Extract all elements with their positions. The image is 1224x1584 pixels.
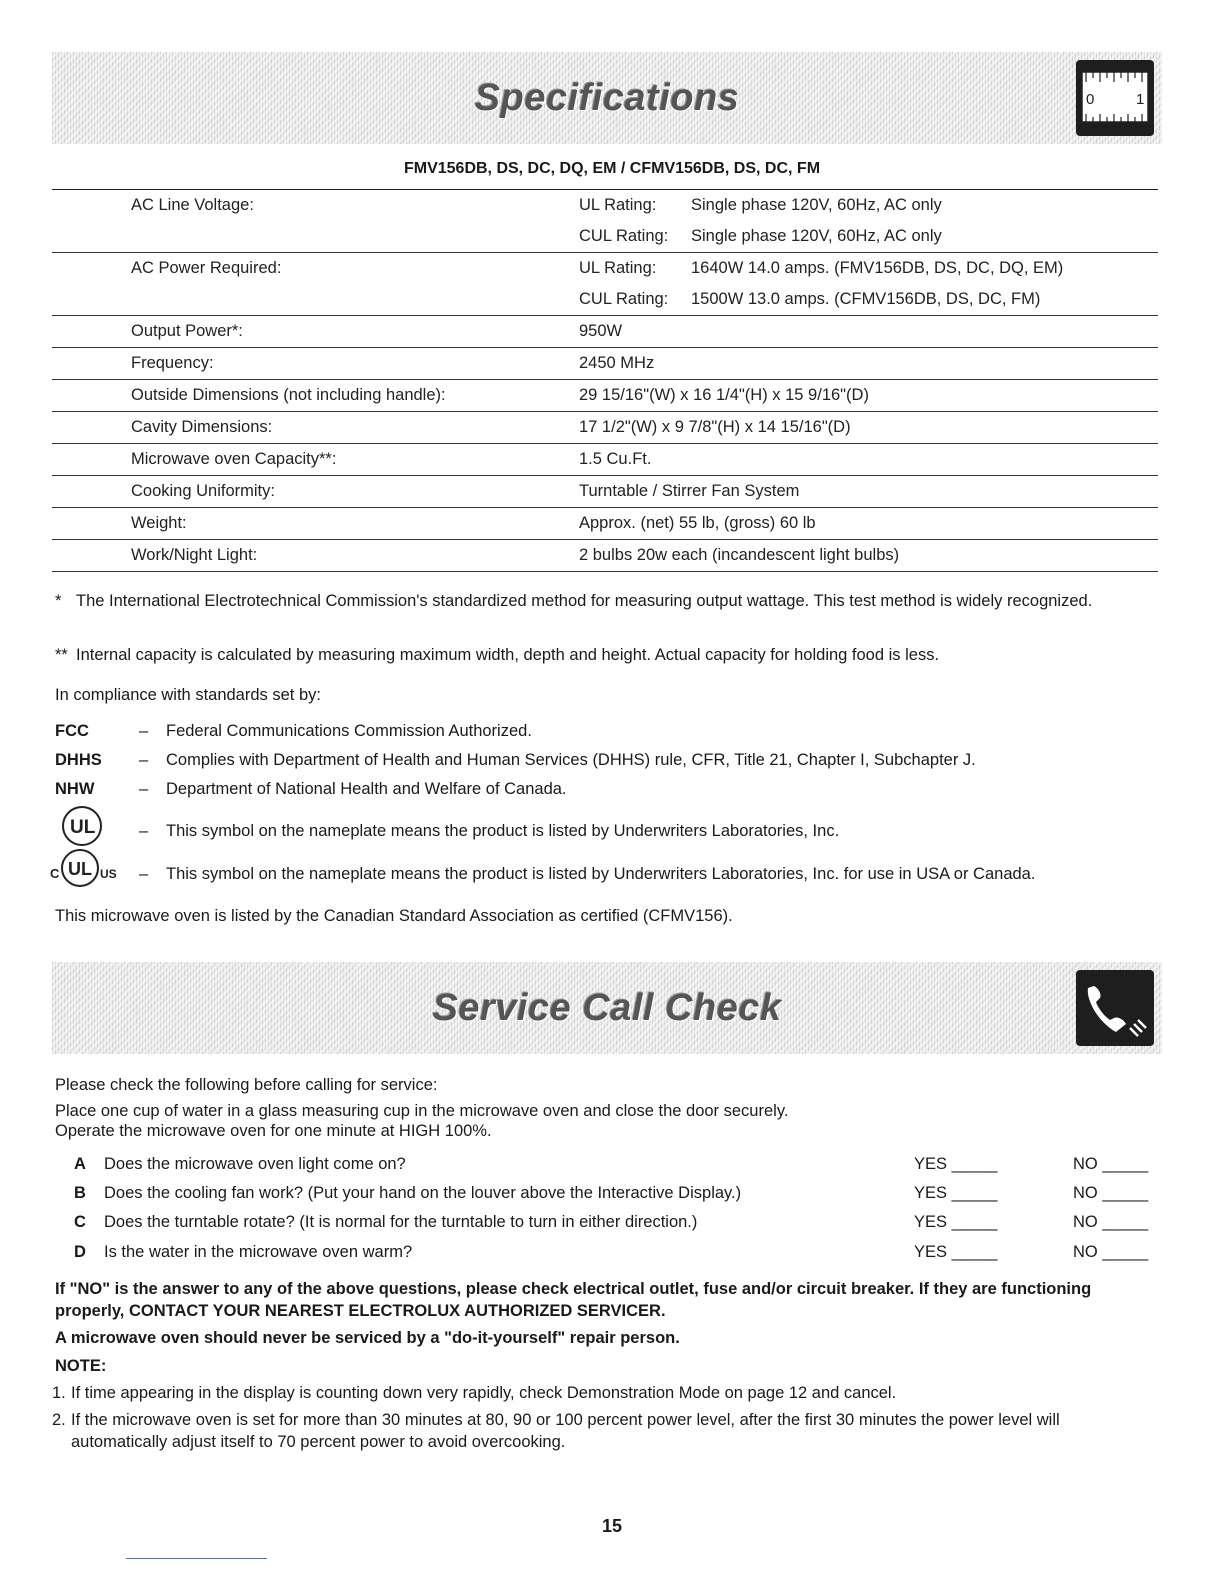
spec-row	[52, 253, 1158, 285]
spec-sub-label: UL Rating:	[579, 190, 691, 222]
footnote-text: The International Electrotechnical Commission's standardized method for measuring output wattage. This test method is widely recognized.	[76, 592, 1093, 610]
spec-row	[52, 221, 1158, 253]
standard-abbr: NHW	[55, 780, 95, 798]
meter-label-zero: 0	[1086, 91, 1095, 108]
spec-row	[52, 380, 1158, 412]
standard-text: Department of National Health and Welfare of Canada.	[166, 780, 567, 798]
footnote-1	[55, 590, 1115, 612]
footer-divider	[126, 1558, 267, 1559]
question-text: Does the turntable rotate? (It is normal for the turntable to turn in either direction.)	[104, 1213, 698, 1231]
spec-label: Frequency:	[52, 348, 579, 380]
spec-value: Approx. (net) 55 lb, (gross) 60 lb	[579, 508, 1158, 540]
svg-text:UL: UL	[70, 817, 96, 838]
service-banner	[52, 962, 1162, 1054]
standard-abbr: FCC	[55, 722, 89, 740]
phone-icon	[1076, 970, 1154, 1046]
spec-label: Cavity Dimensions:	[52, 412, 579, 444]
meter-icon	[1076, 60, 1154, 136]
standard-text: Federal Communications Commission Authorized.	[166, 722, 532, 740]
question-text: Does the microwave oven light come on?	[104, 1155, 406, 1173]
spec-row	[52, 412, 1158, 444]
spec-value: Turntable / Stirrer Fan System	[579, 476, 1158, 508]
question-letter: B	[74, 1184, 86, 1202]
footnote-mark: **	[55, 646, 68, 664]
model-line: FMV156DB, DS, DC, DQ, EM / CFMV156DB, DS, DC, FM	[403, 160, 821, 177]
spec-row	[52, 508, 1158, 540]
spec-value: 950W	[579, 316, 1158, 348]
yes-blank: YES _____	[914, 1213, 998, 1231]
question-letter: C	[74, 1213, 86, 1231]
spec-value: 17 1/2"(W) x 9 7/8"(H) x 14 15/16"(D)	[579, 412, 1158, 444]
spec-row	[52, 444, 1158, 476]
no-blank: NO _____	[1073, 1213, 1149, 1231]
diy-warning: A microwave oven should never be serviced by a "do-it-yourself" repair person.	[55, 1329, 680, 1347]
spec-row	[52, 190, 1158, 222]
yes-blank: YES _____	[914, 1184, 998, 1202]
meter-label-one: 1	[1136, 91, 1145, 108]
spec-row	[52, 540, 1158, 572]
question-text: Does the cooling fan work? (Put your hand on the louver above the Interactive Display.)	[104, 1184, 742, 1202]
spec-label: Outside Dimensions (not including handle):	[52, 380, 579, 412]
spec-row	[52, 316, 1158, 348]
standard-dash: –	[139, 751, 149, 769]
no-blank: NO _____	[1073, 1184, 1149, 1202]
spec-row	[52, 284, 1158, 316]
service-title: Service Call Check	[432, 986, 782, 1029]
spec-label: Weight:	[52, 508, 579, 540]
service-intro-2: Place one cup of water in a glass measuring cup in the microwave oven and close the door securely.	[55, 1102, 789, 1120]
question-row	[74, 1213, 1164, 1239]
spec-label: Cooking Uniformity:	[52, 476, 579, 508]
svg-text:UL: UL	[68, 859, 92, 879]
spec-label: Microwave oven Capacity**:	[52, 444, 579, 476]
spec-row	[52, 348, 1158, 380]
standard-abbr: DHHS	[55, 751, 102, 769]
spec-table	[52, 189, 1158, 572]
spec-sub-label: CUL Rating:	[579, 221, 691, 253]
spec-row	[52, 476, 1158, 508]
note-item	[52, 1409, 1152, 1453]
page-number: 15	[601, 1516, 623, 1536]
culus-logo	[50, 846, 122, 895]
note-item	[52, 1382, 1152, 1404]
svg-text:US: US	[100, 867, 117, 881]
spec-value: 1500W 13.0 amps. (CFMV156DB, DS, DC, FM)	[691, 284, 1158, 316]
compliance-intro: In compliance with standards set by:	[55, 686, 321, 704]
yes-blank: YES _____	[914, 1155, 998, 1173]
spec-value: 1.5 Cu.Ft.	[579, 444, 1158, 476]
specifications-banner	[52, 52, 1162, 144]
yes-blank: YES _____	[914, 1243, 998, 1261]
standard-dash: –	[139, 822, 149, 840]
spec-value: Single phase 120V, 60Hz, AC only	[691, 190, 1158, 222]
note-number: 2.	[52, 1411, 66, 1429]
service-intro-1: Please check the following before calling for service:	[55, 1076, 438, 1094]
service-intro-3: Operate the microwave oven for one minute at HIGH 100%.	[55, 1122, 492, 1140]
footnote-mark: *	[55, 592, 62, 610]
standard-text: This symbol on the nameplate means the product is listed by Underwriters Laboratories, Inc.	[166, 822, 840, 840]
standard-text: This symbol on the nameplate means the product is listed by Underwriters Laboratories, Inc. for use in USA or Canada.	[166, 865, 1036, 883]
csa-line: This microwave oven is listed by the Canadian Standard Association as certified (CFMV156).	[55, 907, 733, 925]
standard-text: Complies with Department of Health and Human Services (DHHS) rule, CFR, Title 21, Chapter I, Subchapter J.	[166, 751, 976, 769]
spec-sub-label: UL Rating:	[579, 259, 657, 277]
note-number: 1.	[52, 1384, 66, 1402]
spec-label: AC Power Required:	[131, 259, 282, 277]
question-letter: A	[74, 1155, 86, 1173]
spec-label: AC Line Voltage:	[52, 190, 579, 222]
question-row	[74, 1243, 1164, 1269]
svg-text:C: C	[50, 866, 60, 881]
spec-value: 1640W 14.0 amps. (FMV156DB, DS, DC, DQ, EM)	[691, 259, 1064, 277]
spec-value: 2450 MHz	[579, 348, 1158, 380]
spec-sub-label: CUL Rating:	[579, 284, 691, 316]
no-blank: NO _____	[1073, 1155, 1149, 1173]
no-blank: NO _____	[1073, 1243, 1149, 1261]
note-heading: NOTE:	[55, 1357, 107, 1375]
question-letter: D	[74, 1243, 86, 1261]
footnote-2	[55, 644, 1115, 666]
standard-dash: –	[139, 865, 149, 883]
service-warning: If "NO" is the answer to any of the above questions, please check electrical outlet, fuse and/or circuit breaker. If they are functioning properly, CONTACT YOUR NEAREST ELECTROLUX AUTHORIZED SERVICER.	[55, 1280, 1092, 1320]
footnote-text: Internal capacity is calculated by measuring maximum width, depth and height. Actual capacity for holding food is less.	[76, 646, 940, 664]
spec-label: Output Power*:	[52, 316, 579, 348]
spec-value: 2 bulbs 20w each (incandescent light bulbs)	[579, 540, 1158, 572]
question-row	[74, 1184, 1164, 1210]
spec-value: 29 15/16"(W) x 16 1/4"(H) x 15 9/16"(D)	[579, 380, 1158, 412]
standard-dash: –	[139, 780, 149, 798]
note-text: If the microwave oven is set for more than 30 minutes at 80, 90 or 100 percent power level, after the first 30 minutes the power level will automatically adjust itself to 70 percent power to avoid overcooking.	[71, 1411, 1060, 1451]
question-row	[74, 1155, 1164, 1181]
note-text: If time appearing in the display is counting down very rapidly, check Demonstration Mode on page 12 and cancel.	[71, 1384, 897, 1402]
standard-dash: –	[139, 722, 149, 740]
spec-value: Single phase 120V, 60Hz, AC only	[691, 221, 1158, 253]
specifications-title: Specifications	[474, 76, 740, 119]
spec-label: Work/Night Light:	[52, 540, 579, 572]
question-text: Is the water in the microwave oven warm?	[104, 1243, 413, 1261]
